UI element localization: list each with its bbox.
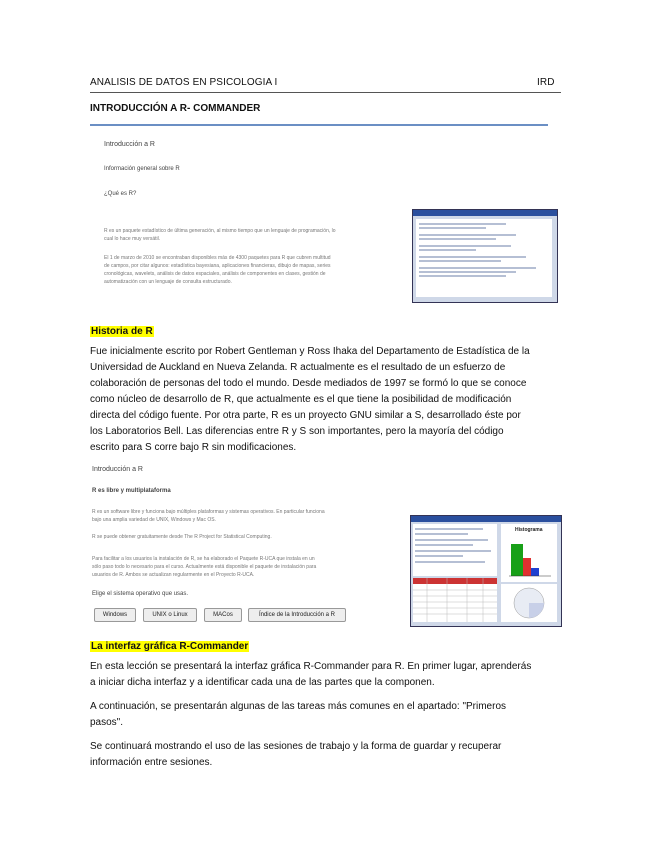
paragraph-line: como núcleo de desarrollo de R, que actualmente es el que tiene la posibilidad de modificación bbox=[90, 394, 512, 405]
console-pane bbox=[413, 524, 497, 576]
figure-question: ¿Qué es R? bbox=[104, 191, 137, 197]
plot-title: Histograma bbox=[515, 527, 543, 533]
section-heading-text: Historia de R bbox=[91, 326, 153, 337]
figure-text-line: usuarios de R. Ambos se actualizan regularmente en el Proyecto R-UCA. bbox=[92, 572, 255, 578]
figure-subheading: Información general sobre R bbox=[104, 166, 180, 172]
window-titlebar bbox=[411, 516, 561, 522]
paragraph-line: Universidad de Auckland en Nueva Zelanda. R actualmente es el resultado de un esfuerzo de bbox=[90, 362, 506, 373]
windows-button[interactable]: Windows bbox=[94, 608, 136, 622]
interfaz-paragraph-2 bbox=[90, 699, 562, 731]
figure-text-line: sólo paso todo lo necesario para el curso. Actualmente está disponible el paquete de instalación para bbox=[92, 564, 317, 570]
figure-intro-screenshot bbox=[100, 133, 560, 303]
paragraph-line: En esta lección se presentará la interfaz gráfica R-Commander para R. En primer lugar, aprenderás bbox=[90, 661, 532, 672]
running-header-left: ANALISIS DE DATOS EN PSICOLOGIA I bbox=[90, 77, 278, 88]
macos-button[interactable]: MACos bbox=[204, 608, 242, 622]
figure-text-line: cronológicas, wavelets, análisis de datos espaciales, análisis de componentes en clases, gestión de bbox=[104, 271, 326, 277]
section-heading-interfaz bbox=[90, 636, 249, 654]
figure-text-line: de campos, por citar algunos: estadística bayesiana, aplicaciones financieras, dibujo de mapas, series bbox=[104, 263, 331, 269]
historia-paragraph bbox=[90, 344, 562, 456]
paragraph-line: información entre sesiones. bbox=[90, 757, 213, 768]
header-rule bbox=[90, 92, 561, 93]
paragraph-line: los Laboratorios Bell. Las diferencias entre R y S son importantes, pero la mayoría del código bbox=[90, 426, 504, 437]
figure-multiplatform-screenshot bbox=[88, 460, 562, 628]
index-button[interactable]: Índice de la Introducción a R bbox=[248, 608, 346, 622]
section-heading-text: La interfaz gráfica R-Commander bbox=[91, 641, 249, 652]
console-pane bbox=[416, 219, 552, 297]
data-table bbox=[413, 578, 497, 622]
figure-heading: Introducción a R bbox=[104, 141, 155, 148]
running-header-right: IRD bbox=[537, 77, 555, 88]
paragraph-line: a iniciar dicha interfaz y a identificar cada una de las partes que la componen. bbox=[90, 677, 435, 688]
paragraph-line: Se continuará mostrando el uso de las sesiones de trabajo y la forma de guardar y recuperar bbox=[90, 741, 502, 752]
section-heading-historia bbox=[90, 321, 154, 339]
console-text-lines bbox=[413, 524, 497, 576]
pie-plot bbox=[501, 584, 557, 622]
pie-plot-pane bbox=[501, 584, 557, 622]
figure-text-line: El 1 de marzo de 2010 se encontraban disponibles más de 4300 paquetes para R que cubren multitud bbox=[104, 255, 331, 261]
figure-text-line: R es un paquete estadístico de última generación, al mismo tiempo que un lenguaje de programación, lo bbox=[104, 228, 336, 234]
figure-heading: Introducción a R bbox=[92, 466, 143, 473]
paragraph-line: colaboración de personas del todo el mundo. Desde mediados de 1997 se formó lo que se conoce bbox=[90, 378, 527, 389]
paragraph-line: pasos". bbox=[90, 717, 124, 728]
plot-bar bbox=[511, 544, 523, 576]
plot-pane bbox=[501, 524, 557, 582]
data-grid bbox=[413, 578, 497, 622]
r-gui-window bbox=[410, 515, 562, 627]
paragraph-line: A continuación, se presentarán algunas de las tareas más comunes en el apartado: "Primeros bbox=[90, 701, 507, 712]
paragraph-line: directa del código fuente. Por otra parte, R es un proyecto GNU similar a S, desarrollado éste por bbox=[90, 410, 521, 421]
title-rule bbox=[90, 124, 548, 126]
console-text-lines bbox=[416, 219, 552, 297]
r-console-window bbox=[412, 209, 558, 303]
figure-text-line: R se puede obtener gratuitamente desde The R Project for Statistical Computing. bbox=[92, 534, 272, 540]
figure-text-line: bajo una amplia variedad de UNIX, Windows y Mac OS. bbox=[92, 517, 216, 523]
figure-subheading: R es libre y multiplataforma bbox=[92, 488, 171, 494]
document-title: INTRODUCCIÓN A R- COMMANDER bbox=[90, 103, 261, 114]
paragraph-line: escrito para S corre bajo R sin modificaciones. bbox=[90, 442, 297, 453]
figure-text-line: cual lo hace muy versátil. bbox=[104, 236, 161, 242]
interfaz-paragraph-3 bbox=[90, 739, 562, 771]
choose-os-text: Elige el sistema operativo que usas. bbox=[92, 591, 189, 597]
figure-text-line: R es un software libre y funciona bajo múltiples plataformas y sistemas operativos. En particular funciona bbox=[92, 509, 325, 515]
paragraph-line: Fue inicialmente escrito por Robert Gentleman y Ross Ihaka del Departamento de Estadística de la bbox=[90, 346, 530, 357]
plot-bar bbox=[523, 558, 531, 576]
interfaz-paragraph-1 bbox=[90, 659, 562, 691]
plot-bar bbox=[531, 568, 539, 576]
figure-text-line: automatización con un lenguaje de consulta estructurado. bbox=[104, 279, 232, 285]
figure-text-line: Para facilitar a los usuarios la instalación de R, se ha elaborado el Paquete R-UCA que instala en un bbox=[92, 556, 315, 562]
unix-linux-button[interactable]: UNIX o Linux bbox=[143, 608, 197, 622]
window-titlebar bbox=[413, 210, 557, 216]
